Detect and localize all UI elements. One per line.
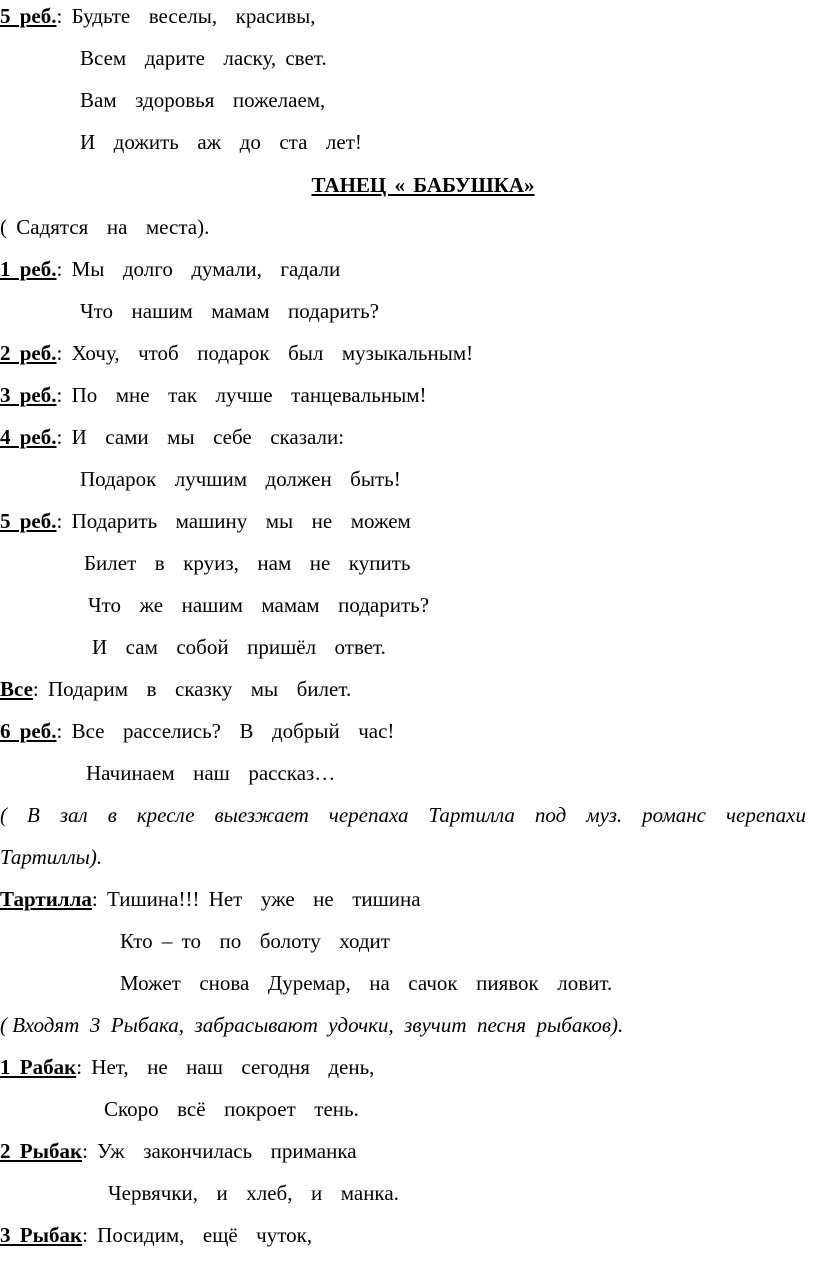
line-text: : По мне так лучше танцевальным!: [56, 383, 427, 407]
stage-direction: ( Входят 3 Рыбака, забрасывают удочки, звучит песня рыбаков).: [0, 1013, 624, 1037]
script-line: [0, 4, 316, 28]
script-line: [0, 257, 340, 281]
speaker-label: Все: [0, 677, 33, 701]
script-line: Что нашим мамам подарить?: [80, 299, 379, 323]
speaker-label: 1 реб.: [0, 257, 57, 281]
stage-note: ( Садятся на места).: [0, 215, 210, 239]
script-line: Скоро всё покроет тень.: [104, 1097, 359, 1121]
script-line: Билет в круиз, нам не купить: [84, 551, 411, 575]
speaker-label: 2 реб.: [0, 341, 57, 365]
line-text: : Все расселись? В добрый час!: [56, 719, 395, 743]
script-line: [0, 383, 426, 407]
script-line: [0, 887, 421, 911]
stage-direction: Тартиллы).: [0, 845, 103, 869]
line-text: : Посидим, ещё чуток,: [82, 1223, 313, 1247]
script-line: [0, 1055, 374, 1079]
script-line: Начинаем наш рассказ…: [86, 761, 336, 785]
script-line: Может снова Дуремар, на сачок пиявок ловит.: [120, 971, 613, 995]
script-line: Всем дарите ласку, свет.: [80, 46, 327, 70]
speaker-label: 5 реб.: [0, 509, 57, 533]
speaker-label: 4 реб.: [0, 425, 57, 449]
speaker-label: Тартилла: [0, 887, 92, 911]
section-heading: ТАНЕЦ « БАБУШКА»: [311, 173, 535, 197]
speaker-label: 3 реб.: [0, 383, 57, 407]
script-line: [0, 509, 411, 533]
line-text: : Уж закончилась приманка: [82, 1139, 357, 1163]
script-line: Кто – то по болоту ходит: [120, 929, 390, 953]
line-text: : И сами мы себе сказали:: [56, 425, 345, 449]
line-text: : Будьте веселы, красивы,: [56, 4, 316, 28]
script-line: [0, 677, 351, 701]
script-line: Подарок лучшим должен быть!: [80, 467, 401, 491]
stage-direction: ( В зал в кресле выезжает черепаха Тартилла под муз. романс черепахи: [0, 803, 806, 827]
script-line: Что же нашим мамам подарить?: [88, 593, 430, 617]
line-text: : Подарим в сказку мы билет.: [32, 677, 352, 701]
line-text: : Тишина!!! Нет уже не тишина: [91, 887, 421, 911]
speaker-label: 3 Рыбак: [0, 1223, 83, 1247]
speaker-label: 5 реб.: [0, 4, 57, 28]
line-text: : Подарить машину мы не можем: [56, 509, 411, 533]
script-line: [0, 1223, 312, 1247]
speaker-label: 6 реб.: [0, 719, 57, 743]
script-line: И сам собой пришёл ответ.: [92, 635, 386, 659]
script-line: [0, 425, 344, 449]
line-text: : Мы долго думали, гадали: [56, 257, 341, 281]
script-line: [0, 1139, 357, 1163]
speaker-label: 1 Рабак: [0, 1055, 77, 1079]
script-line: Вам здоровья пожелаем,: [80, 88, 326, 112]
script-line: [0, 719, 394, 743]
script-line: И дожить аж до ста лет!: [80, 130, 362, 154]
script-line: [0, 341, 473, 365]
line-text: : Нет, не наш сегодня день,: [76, 1055, 375, 1079]
speaker-label: 2 Рыбак: [0, 1139, 83, 1163]
line-text: : Хочу, чтоб подарок был музыкальным!: [56, 341, 474, 365]
script-line: Червячки, и хлеб, и манка.: [108, 1181, 399, 1205]
